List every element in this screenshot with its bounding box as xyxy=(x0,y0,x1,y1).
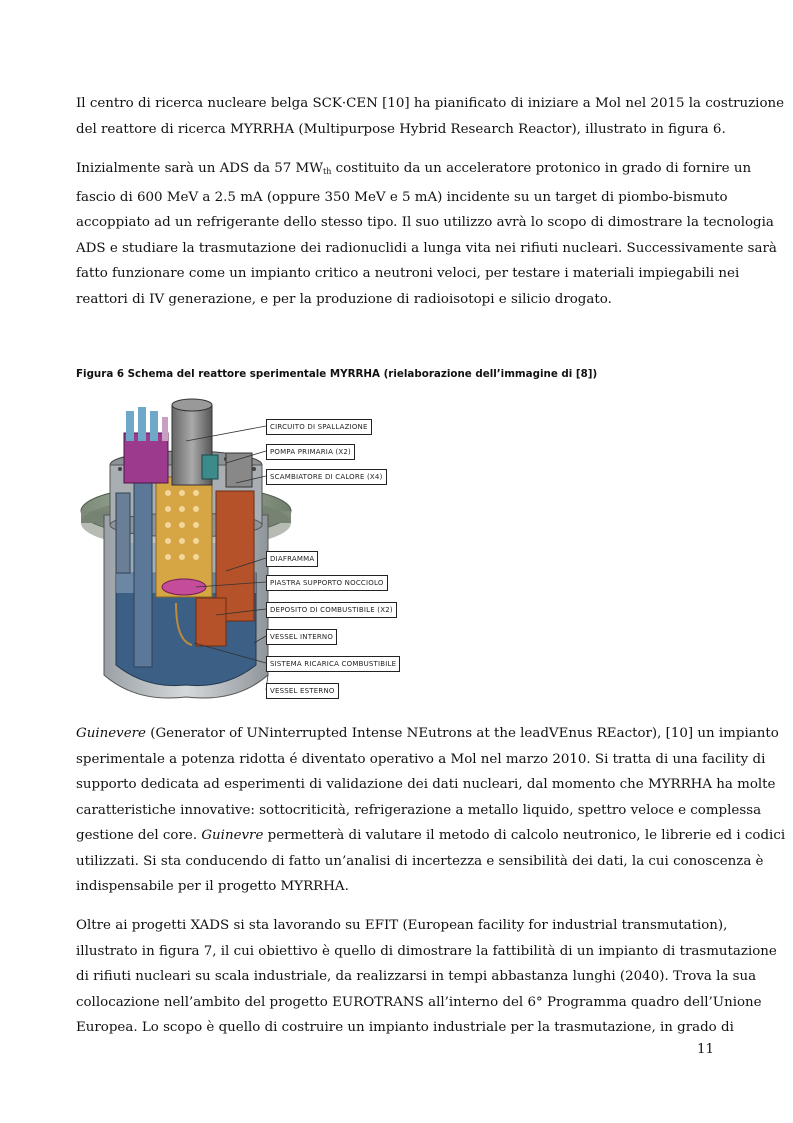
text-line: caratteristiche innovative: sottocriticità, refrigerazione a metallo liquido, spettro veloce e complessa xyxy=(76,802,762,818)
label-primary-pump: POMPA PRIMARIA (X2) xyxy=(266,444,355,460)
guinevere-term: Guinevere xyxy=(76,726,146,741)
label-heat-exchanger: SCAMBIATORE DI CALORE (X4) xyxy=(266,469,387,485)
text-line: supporto dedicata ad esperimenti di validazione dei dati nucleari, dal momento che MYRRHA ha molte xyxy=(76,777,776,792)
text-line: Inizialmente sarà un ADS da 57 $MW_{th}$ costituito da un acceleratore protonico in grado di fornire un xyxy=(76,161,752,176)
text-line: Guinevere (Generator of UNinterrupted Intense NEutrons at the leadVEnus REactor), [10] un impianto xyxy=(76,726,779,741)
label-spallation-circuit: CIRCUITO DI SPALLAZIONE xyxy=(266,419,372,435)
text-line: Europea. Lo scopo è quello di costruire un impianto industriale per la trasmutazione, in grado di xyxy=(76,1020,734,1035)
text-line: Il centro di ricerca nucleare belga SCK·CEN [10] ha pianificato di iniziare a Mol nel 2015 la costruzione xyxy=(76,96,785,111)
page-number: 11 xyxy=(697,1042,715,1057)
label-diaphragm: DIAFRAMMA xyxy=(266,551,318,567)
text-line: fascio di 600 MeV a 2.5 mA (oppure 350 MeV e 5 mA) incidente su un target di piombo-bismuto xyxy=(76,189,728,205)
paragraph-4 xyxy=(76,913,777,1041)
text-line: gestione del core. Guinevre permetterà di valutare il metodo di calcolo neutronico, le librerie ed i codici xyxy=(76,828,786,843)
figure-caption: Figura 6 Schema del reattore sperimentale MYRRHA (rielaborazione dell’immagine di [8]) xyxy=(76,368,598,380)
text-line: indispensabile per il progetto MYRRHA. xyxy=(76,879,349,894)
text-line: del reattore di ricerca MYRRHA (Multipurpose Hybrid Research Reactor), illustrato in figura 6. xyxy=(76,121,726,137)
paragraph-3 xyxy=(76,721,786,900)
guinevre-term: Guinevre xyxy=(201,828,264,843)
text-line: di rifiuti nucleari su scala industriale, da realizzarsi in tempi abbastanza lunghi (2040). Trova la sua xyxy=(76,969,757,984)
label-inner-vessel: VESSEL INTERNO xyxy=(266,629,337,645)
label-outer-vessel: VESSEL ESTERNO xyxy=(266,683,339,699)
text-line: fatto funzionare come un impianto critico a neutroni veloci, per testare i materiali impiegabili nei xyxy=(76,266,740,281)
label-fuel-storage: DEPOSITO DI COMBUSTIBILE (X2) xyxy=(266,602,397,618)
label-refuelling-system: SISTEMA RICARICA COMBUSTIBILE xyxy=(266,656,400,672)
text-line: collocazione nell’ambito del progetto EUROTRANS all’interno del 6° Programma quadro dell’Unione xyxy=(76,994,762,1010)
text-line: Oltre ai progetti XADS si sta lavorando su EFIT (European facility for industrial transmutation), xyxy=(76,918,728,933)
label-core-support-plate: PIASTRA SUPPORTO NOCCIOLO xyxy=(266,575,388,591)
text-line: illustrato in figura 7, il cui obiettivo è quello di dimostrare la fattibilità di un impianto di trasmutazione xyxy=(76,943,777,959)
reactor-figure xyxy=(76,393,416,705)
text-line: ADS e studiare la trasmutazione dei radionuclidi a lunga vita nei rifiuti nucleari. Successivamente sarà xyxy=(76,240,777,256)
paragraph-2 xyxy=(76,156,777,312)
text-line: utilizzati. Si sta conducendo di fatto un’analisi di incertezza e sensibilità dei dati, la cui conoscenza è xyxy=(76,853,764,869)
text-line: accoppiato ad un refrigerante dello stesso tipo. Il suo utilizzo avrà lo scopo di dimostrare la tecnologia xyxy=(76,215,774,230)
paragraph-1 xyxy=(76,91,785,142)
text-line: reattori di IV generazione, e per la produzione di radioisotopi e silicio drogato. xyxy=(76,291,612,307)
text-line: sperimentale a potenza ridotta é diventato operativo a Mol nel marzo 2010. Si tratta di una facility di xyxy=(76,751,766,767)
